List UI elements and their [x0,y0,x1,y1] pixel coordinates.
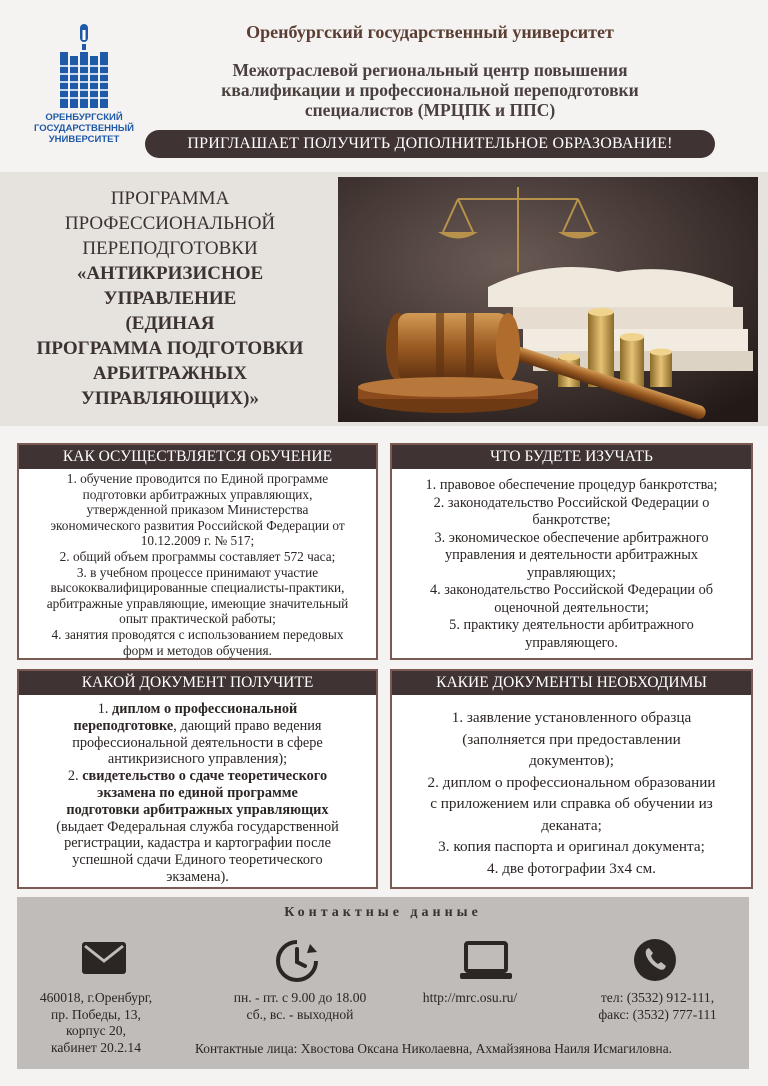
program-line: УПРАВЛЕНИЕ [103,288,237,309]
how-line: 10.12.2009 г. № 517; [140,533,255,549]
document-line [25,785,370,802]
program-line: АРБИТРАЖНЫХ [92,363,248,384]
required-line: (заполняется при предоставлении [462,730,681,748]
how-line: подготовки арбитражных управляющих, [82,486,313,502]
envelope-icon [80,940,128,981]
diploma-name: переподготовке [73,717,174,734]
study-line: оценочной деятельности; [494,599,649,616]
study-line: управляющих; [526,564,617,581]
study-line: 3. экономическое обеспечение арбитражного [434,529,709,546]
center-title [180,60,680,120]
contact-persons: Контактные лица: Хвостова Оксана Николаевна, Ахмайзянова Наиля Исмагиловна. [195,1041,672,1056]
required-line: документов); [529,752,614,769]
study-line: 2. законодательство Российской Федерации о [433,494,710,511]
study-line: 5. практику деятельности арбитражного [449,617,694,633]
study-line: 4. законодательство Российской Федерации об [429,582,714,598]
certificate-name: экзамена по единой программе [97,784,298,801]
contact-phones: тел: (3532) 912-111, факс: (3532) 777-111 [598,990,717,1022]
diploma-name: диплом о профессиональной [112,701,298,717]
program-line: ПРОФЕССИОНАЛЬНОЙ [64,213,276,234]
certificate-name: свидетельство о сдаче теоретического [82,768,328,785]
how-line: 1. обучение проводится по Единой программе [66,471,329,486]
document-line [25,701,370,718]
center-title-line: квалификации и профессиональной переподготовки [221,80,639,100]
item-number: 2. [67,768,83,785]
study-line: банкротстве; [532,512,611,528]
document-line: профессиональной деятельности в сфере [72,734,323,751]
document-line [25,768,370,785]
how-line: арбитражные управляющие, имеющие значительный [46,595,349,611]
invite-banner: ПРИГЛАШАЕТ ПОЛУЧИТЬ ДОПОЛНИТЕЛЬНОЕ ОБРАЗОВАНИЕ! [145,130,715,158]
required-title: КАКИЕ ДОКУМЕНТЫ НЕОБХОДИМЫ [392,671,751,695]
how-line: 4. занятия проводятся с использованием передовых [51,626,344,642]
laptop-icon [460,941,512,986]
contacts-title: Контактные данные [284,905,482,920]
justice-photo [338,177,758,422]
university-title: Оренбургский государственный университет [246,22,614,42]
document-line: регистрации, кадастра и картографии после [64,835,331,852]
study-line: управления и деятельности арбитражных [444,547,699,563]
study-title: ЧТО БУДЕТЕ ИЗУЧАТЬ [392,445,751,469]
contact-address: 460018, г.Оренбург, пр. Победы, 13, корпус 20, кабинет 20.2.14 [39,990,153,1055]
required-body [398,707,745,879]
certificate-name: подготовки арбитражных управляющих [66,801,329,818]
program-line: ПРОГРАММА [110,188,230,209]
how-body [25,471,370,658]
program-line: «АНТИКРИЗИСНОЕ [76,263,264,284]
document-section [17,669,378,889]
how-line: форм и методов обучения. [123,642,272,658]
required-line: 2. диплом о профессиональном образовании [427,773,716,791]
how-line: 2. общий объем программы составляет 572 часа; [59,548,336,564]
program-line: ПЕРЕПОДГОТОВКИ [82,238,258,259]
how-line: опыт практической работы; [119,611,276,627]
required-line: с приложением или справка об обучении из [430,795,713,812]
logo-text: ОРЕНБУРГСКИЙ ГОСУДАРСТВЕННЫЙ УНИВЕРСИТЕТ [33,112,134,145]
how-section [17,443,378,660]
required-section [390,669,753,889]
program-title [10,186,330,411]
center-title-line: Межотраслевой региональный центр повышения [232,60,628,80]
center-title-line: специалистов (МРЦПК и ППС) [304,100,556,120]
document-line [25,802,370,819]
item-number: 1. [97,701,113,717]
program-line: ПРОГРАММА ПОДГОТОВКИ [36,338,304,359]
study-line: 1. правовое обеспечение процедур банкротства; [425,477,718,493]
document-line: успешной сдачи Единого теоретического [72,852,323,869]
logo-mark-icon [50,22,120,112]
how-line: утвержденной приказом Министерства [86,502,309,518]
how-line: экономического развития Российской Федерации от [50,517,345,533]
document-line: антикризисного управления); [107,751,288,768]
contact-url[interactable]: http://mrc.osu.ru/ [422,990,518,1005]
document-line: экзамена). [166,868,229,885]
how-line: 3. в учебном процессе принимают участие [76,564,319,580]
clock-icon [274,938,320,989]
study-body [398,477,745,652]
document-line: (выдает Федеральная служба государственной [56,818,339,835]
study-section [390,443,753,660]
how-title: КАК ОСУЩЕСТВЛЯЕТСЯ ОБУЧЕНИЕ [19,445,376,469]
document-title: КАКОЙ ДОКУМЕНТ ПОЛУЧИТЕ [19,671,376,695]
required-line: 1. заявление установленного образца [451,709,692,726]
program-line: (ЕДИНАЯ [125,313,215,334]
study-line: управляющего. [525,634,618,651]
how-line: высококвалифицированные специалисты-практики, [50,580,345,596]
required-line: 4. две фотографии 3х4 см. [487,859,656,877]
contact-hours: пн. - пт. с 9.00 до 18.00 сб., вс. - выходной [233,990,367,1022]
document-text: , дающий право ведения [173,717,322,734]
phone-icon [632,937,678,988]
document-body [25,701,370,886]
required-line: 3. копия паспорта и оригинал документа; [438,838,705,855]
program-line: УПРАВЛЯЮЩИХ)» [80,388,260,409]
document-line [25,718,370,735]
required-line: деканата; [541,816,602,834]
